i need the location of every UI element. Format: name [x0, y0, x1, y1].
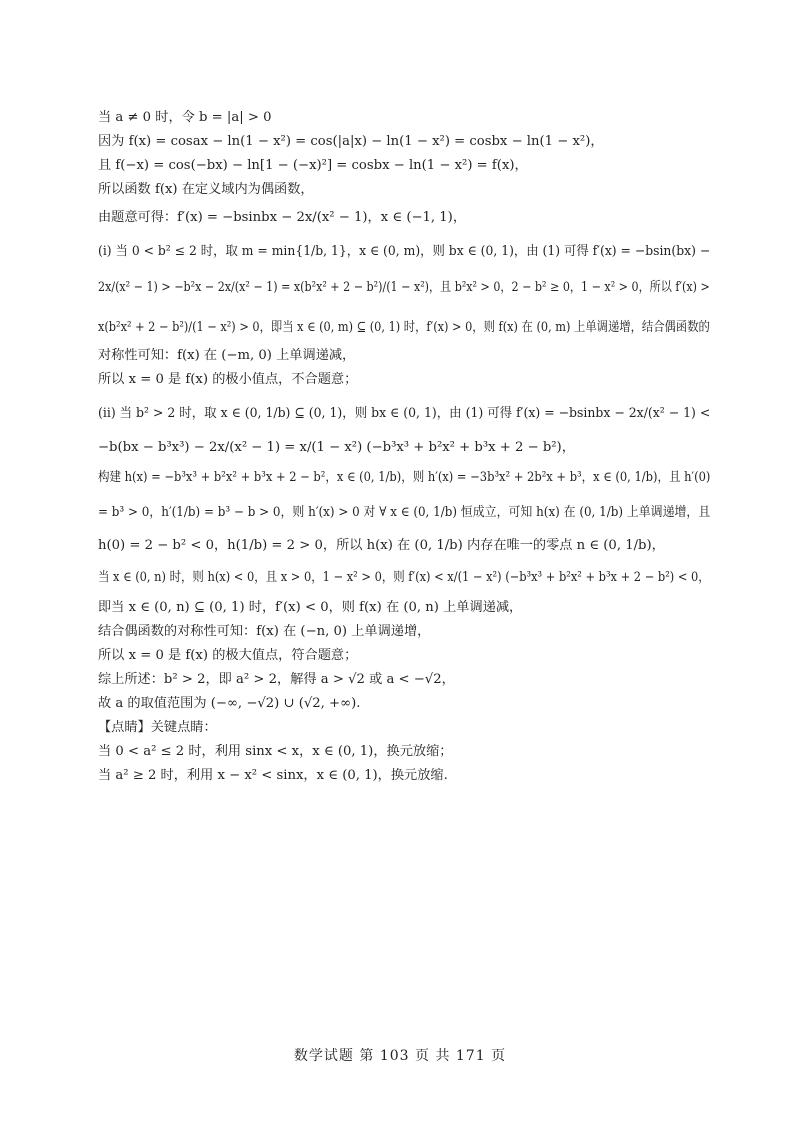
text-line: 故 a 的取值范围为 (−∞, −√2) ∪ (√2, +∞). [98, 696, 361, 711]
text-line: 2x/(x² − 1) > −b²x − 2x/(x² − 1) = x(b²x² + 2 − b²)/(1 − x²)，且 b²x² > 0，2 − b² ≥ 0，1 − x² > 0，所以 f′(x) > [98, 280, 710, 295]
text-line: (i) 当 0 < b² ≤ 2 时，取 m = min{1/b, 1}，x ∈ (0, m)，则 bx ∈ (0, 1)，由 (1) 可得 f′(x) = −bsin(bx) − [98, 244, 711, 259]
text-line: −b(bx − b³x³) − 2x/(x² − 1) = x/(1 − x²) (−b³x³ + b²x² + b³x + 2 − b²)， [98, 440, 575, 455]
text-line: 当 a² ≥ 2 时，利用 x − x² < sinx，x ∈ (0, 1)，换元放缩. [98, 768, 448, 783]
text-line: 当 a ≠ 0 时，令 b = |a| > 0 [98, 110, 272, 125]
text-line: x(b²x² + 2 − b²)/(1 − x²) > 0，即当 x ∈ (0, m) ⊆ (0, 1) 时，f′(x) > 0，则 f(x) 在 (0, m) 上单调递增，结合偶函数的 [98, 320, 710, 335]
page-footer: 数学试题 第 103 页 共 171 页 [293, 1048, 507, 1064]
text-line: 【点睛】关键点睛： [98, 720, 217, 735]
text-line: 综上所述：b² > 2，即 a² > 2，解得 a > √2 或 a < −√2， [98, 672, 455, 687]
text-line: h(0) = 2 − b² < 0，h(1/b) = 2 > 0，所以 h(x) 在 (0, 1/b) 内存在唯一的零点 n ∈ (0, 1/b)， [98, 538, 665, 553]
text-line: = b³ > 0，h′(1/b) = b³ − b > 0，则 h′(x) > 0 对 ∀ x ∈ (0, 1/b) 恒成立，可知 h(x) 在 (0, 1/b) 上单调递增，且 [98, 505, 711, 520]
text-line: 当 x ∈ (0, n) 时，则 h(x) < 0，且 x > 0，1 − x² > 0，则 f′(x) < x/(1 − x²) (−b³x³ + b²x² + b³x + 2 − b²) < 0， [98, 570, 710, 585]
text-line: 所以 x = 0 是 f(x) 的极小值点，不合题意； [98, 372, 358, 387]
text-line: (ii) 当 b² > 2 时，取 x ∈ (0, 1/b) ⊆ (0, 1)，则 bx ∈ (0, 1)，由 (1) 可得 f′(x) = −bsinbx − 2x/(x² − 1) < [98, 406, 711, 421]
text-line: 对称性可知：f(x) 在 (−m, 0) 上单调递减， [98, 348, 356, 363]
text-line: 由题意可得：f′(x) = −bsinbx − 2x/(x² − 1)，x ∈ (−1, 1)， [98, 210, 467, 225]
text-line: 且 f(−x) = cos(−bx) − ln[1 − (−x)²] = cosbx − ln(1 − x²) = f(x)， [98, 158, 528, 173]
text-line: 即当 x ∈ (0, n) ⊆ (0, 1) 时，f′(x) < 0，则 f(x) 在 (0, n) 上单调递减， [98, 600, 523, 615]
text-line: 因为 f(x) = cosax − ln(1 − x²) = cos(|a|x) − ln(1 − x²) = cosbx − ln(1 − x²)， [98, 134, 604, 149]
text-line: 当 0 < a² ≤ 2 时，利用 sinx < x，x ∈ (0, 1)，换元放缩； [98, 744, 453, 759]
text-line: 构建 h(x) = −b³x³ + b²x² + b³x + 2 − b²，x ∈ (0, 1/b)，则 h′(x) = −3b³x² + 2b²x + b³，x ∈ (0, 1/b)，且 h′(0) [98, 470, 711, 485]
text-line: 所以 x = 0 是 f(x) 的极大值点，符合题意； [98, 648, 358, 663]
text-line: 所以函数 f(x) 在定义域内为偶函数， [98, 182, 314, 197]
text-line: 结合偶函数的对称性可知：f(x) 在 (−n, 0) 上单调递增， [98, 624, 431, 639]
